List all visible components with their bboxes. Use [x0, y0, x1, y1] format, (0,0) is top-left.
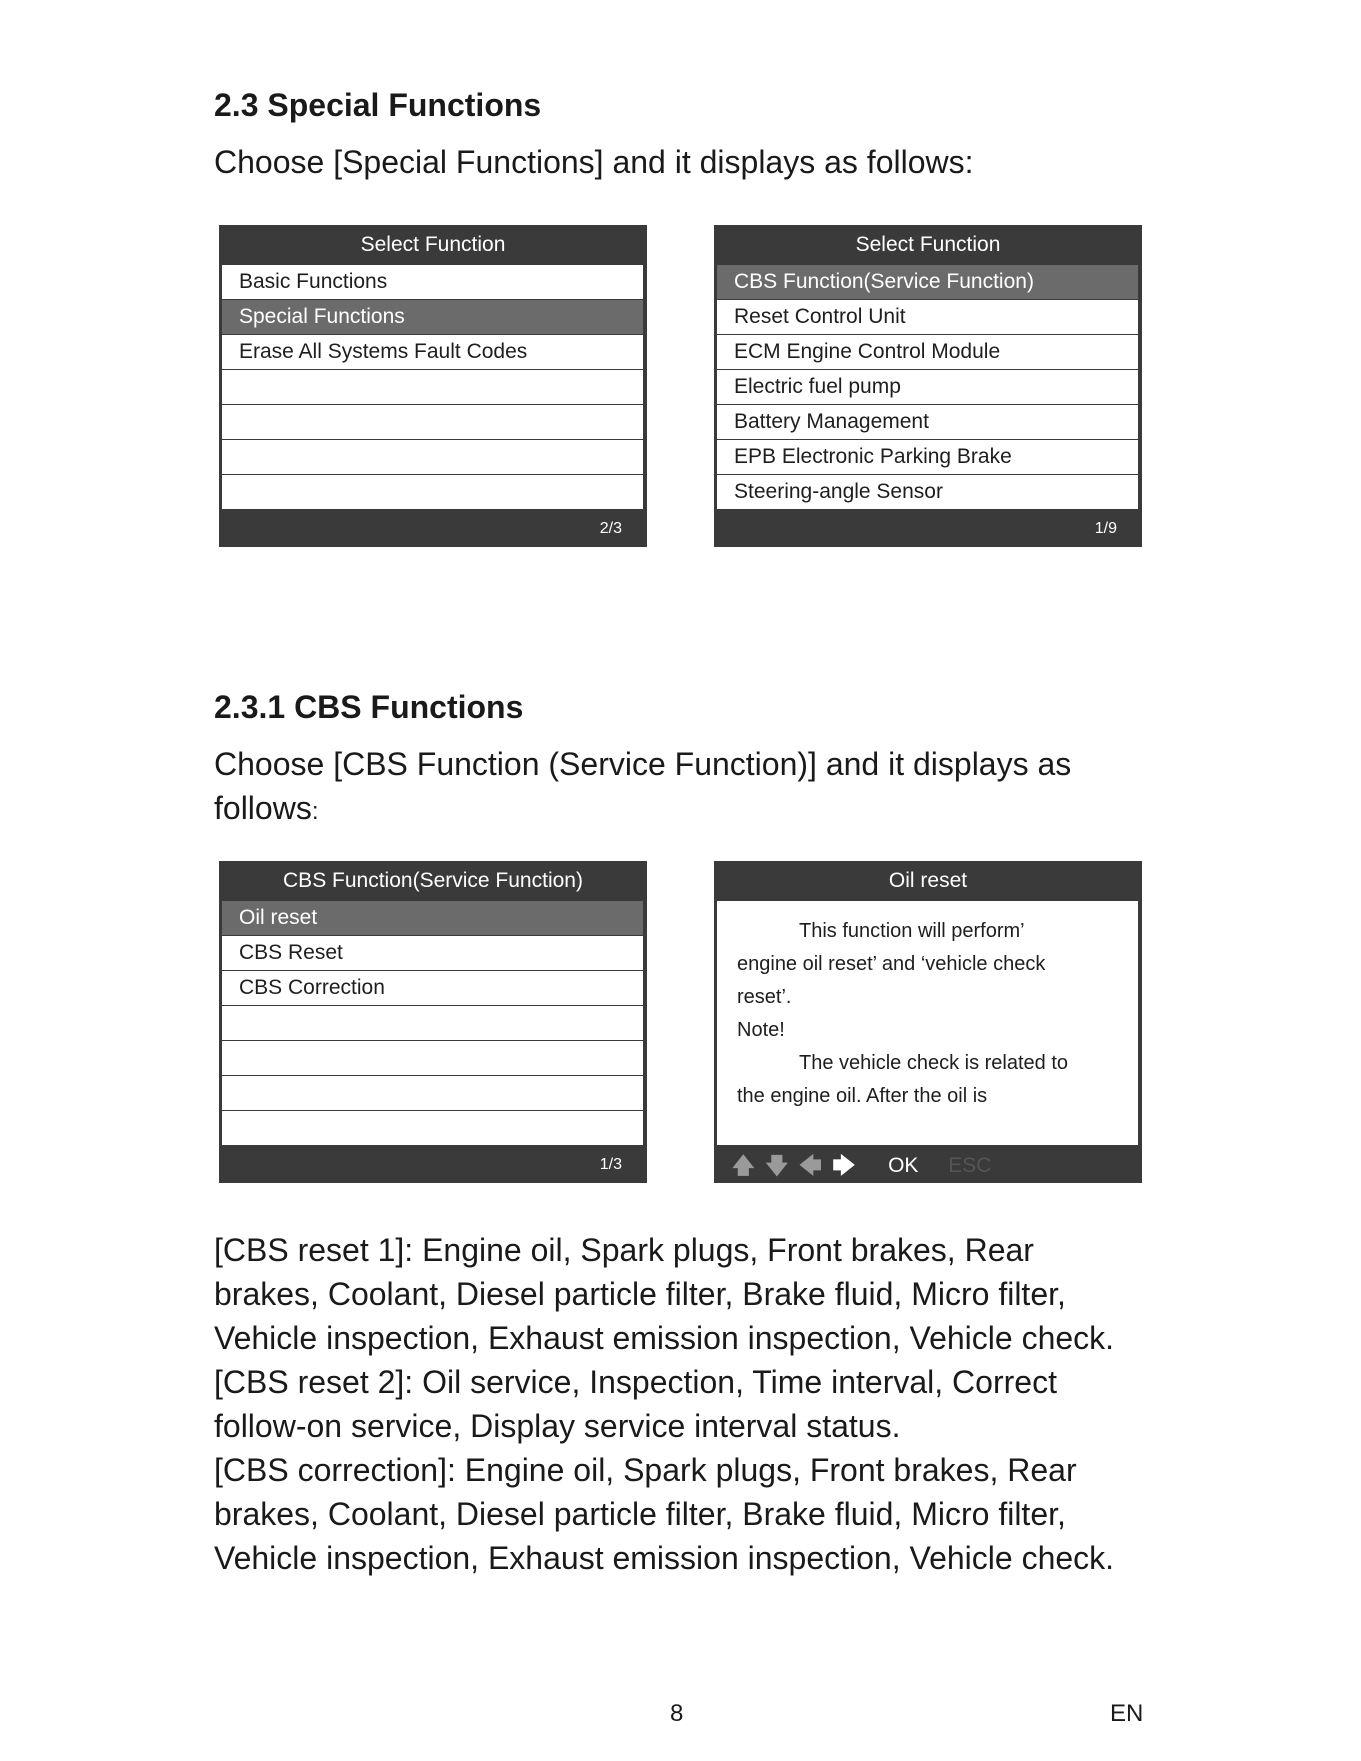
- message-line: reset’.: [737, 986, 792, 1008]
- screen-cbs-function: [219, 861, 647, 1183]
- list-item-basic-functions[interactable]: Basic Functions: [222, 265, 643, 299]
- list-item-reset-control-unit[interactable]: Reset Control Unit: [717, 300, 1138, 334]
- arrow-left-icon[interactable]: 🡄: [798, 1152, 822, 1178]
- body-line: [CBS correction]: Engine oil, Spark plugs, Front brakes, Rear: [214, 1452, 1077, 1488]
- page-indicator: 1/9: [1094, 520, 1117, 537]
- screen-oil-reset: [714, 861, 1142, 1183]
- list-item-cbs-reset[interactable]: CBS Reset: [222, 936, 643, 970]
- arrow-right-icon[interactable]: 🡆: [832, 1152, 856, 1178]
- list-item-battery-management[interactable]: Battery Management: [717, 405, 1138, 439]
- page-indicator: 1/3: [599, 1156, 622, 1173]
- list-item-empty: [222, 405, 643, 439]
- screen-select-function-1: [219, 225, 647, 547]
- cbs-description: [214, 1228, 1114, 1580]
- screen-footer: [219, 510, 647, 547]
- section-heading-special-functions: 2.3 Special Functions: [214, 87, 542, 123]
- intro-line-1: Choose [CBS Function (Service Function)] and it displays as: [214, 746, 1072, 782]
- list-item-ecm-engine-control-module[interactable]: ECM Engine Control Module: [717, 335, 1138, 369]
- screen-title: Select Function: [360, 233, 506, 256]
- arrow-down-icon[interactable]: 🡇: [765, 1152, 789, 1178]
- navigation-bar: [732, 1146, 991, 1183]
- list-item-empty: [222, 475, 643, 509]
- message-line: engine oil reset’ and ‘vehicle check: [737, 953, 1046, 975]
- message-note: Note!: [737, 1019, 785, 1041]
- body-line: Vehicle inspection, Exhaust emission inspection, Vehicle check.: [214, 1540, 1115, 1576]
- screen-footer: [219, 1146, 647, 1183]
- list-item-empty: [222, 1076, 643, 1110]
- list-item-cbs-correction[interactable]: CBS Correction: [222, 971, 643, 1005]
- list-item-epb-electronic-parking-brake[interactable]: EPB Electronic Parking Brake: [717, 440, 1138, 474]
- message-line: The vehicle check is related to: [799, 1052, 1069, 1074]
- screen-title: Oil reset: [888, 869, 968, 892]
- body-line: follow-on service, Display service interval status.: [214, 1408, 901, 1444]
- language-code: EN: [1110, 1700, 1144, 1727]
- function-list: [717, 265, 1138, 510]
- body-line: Vehicle inspection, Exhaust emission inspection, Vehicle check.: [214, 1320, 1115, 1356]
- page-indicator: 2/3: [599, 520, 622, 537]
- cbs-function-list: [222, 901, 643, 1146]
- body-line: [CBS reset 2]: Oil service, Inspection, Time interval, Correct: [214, 1364, 1057, 1400]
- list-item-empty: [222, 370, 643, 404]
- intro-line-2: follows: [214, 790, 312, 826]
- list-item-electric-fuel-pump[interactable]: Electric fuel pump: [717, 370, 1138, 404]
- arrow-up-icon[interactable]: 🡅: [732, 1152, 755, 1178]
- function-list: [222, 265, 643, 510]
- ok-button[interactable]: OK: [888, 1153, 919, 1177]
- screen-select-function-2: [714, 225, 1142, 547]
- page-number: 8: [670, 1700, 684, 1727]
- screen-title: CBS Function(Service Function): [283, 869, 583, 892]
- list-item-erase-all-systems-fault-codes[interactable]: Erase All Systems Fault Codes: [222, 335, 643, 369]
- list-item-steering-angle-sensor[interactable]: Steering-angle Sensor: [717, 475, 1138, 509]
- list-item-empty: [222, 1006, 643, 1040]
- body-line: [CBS reset 1]: Engine oil, Spark plugs, Front brakes, Rear: [214, 1232, 1034, 1268]
- message-box: [717, 901, 1138, 1145]
- list-item-oil-reset[interactable]: Oil reset: [222, 901, 643, 935]
- list-item-empty: [222, 440, 643, 474]
- screen-title: Select Function: [855, 233, 1001, 256]
- list-item-empty: [222, 1111, 643, 1145]
- body-line: brakes, Coolant, Diesel particle filter, Brake fluid, Micro filter,: [214, 1276, 1066, 1312]
- message-line: the engine oil. After the oil is: [737, 1085, 988, 1107]
- list-item-cbs-function[interactable]: CBS Function(Service Function): [717, 265, 1138, 299]
- screen-footer: [714, 510, 1142, 547]
- esc-button[interactable]: ESC: [948, 1153, 992, 1177]
- section-heading-cbs-functions: 2.3.1 CBS Functions: [214, 689, 524, 725]
- list-item-empty: [222, 1041, 643, 1075]
- message-line: This function will perform’: [799, 920, 1025, 942]
- body-line: brakes, Coolant, Diesel particle filter, Brake fluid, Micro filter,: [214, 1496, 1066, 1532]
- section-intro-cbs-functions: [214, 742, 1071, 834]
- list-item-special-functions[interactable]: Special Functions: [222, 300, 643, 334]
- intro-colon: :: [311, 798, 319, 825]
- section-intro-special-functions: Choose [Special Functions] and it displays as follows:: [214, 144, 974, 180]
